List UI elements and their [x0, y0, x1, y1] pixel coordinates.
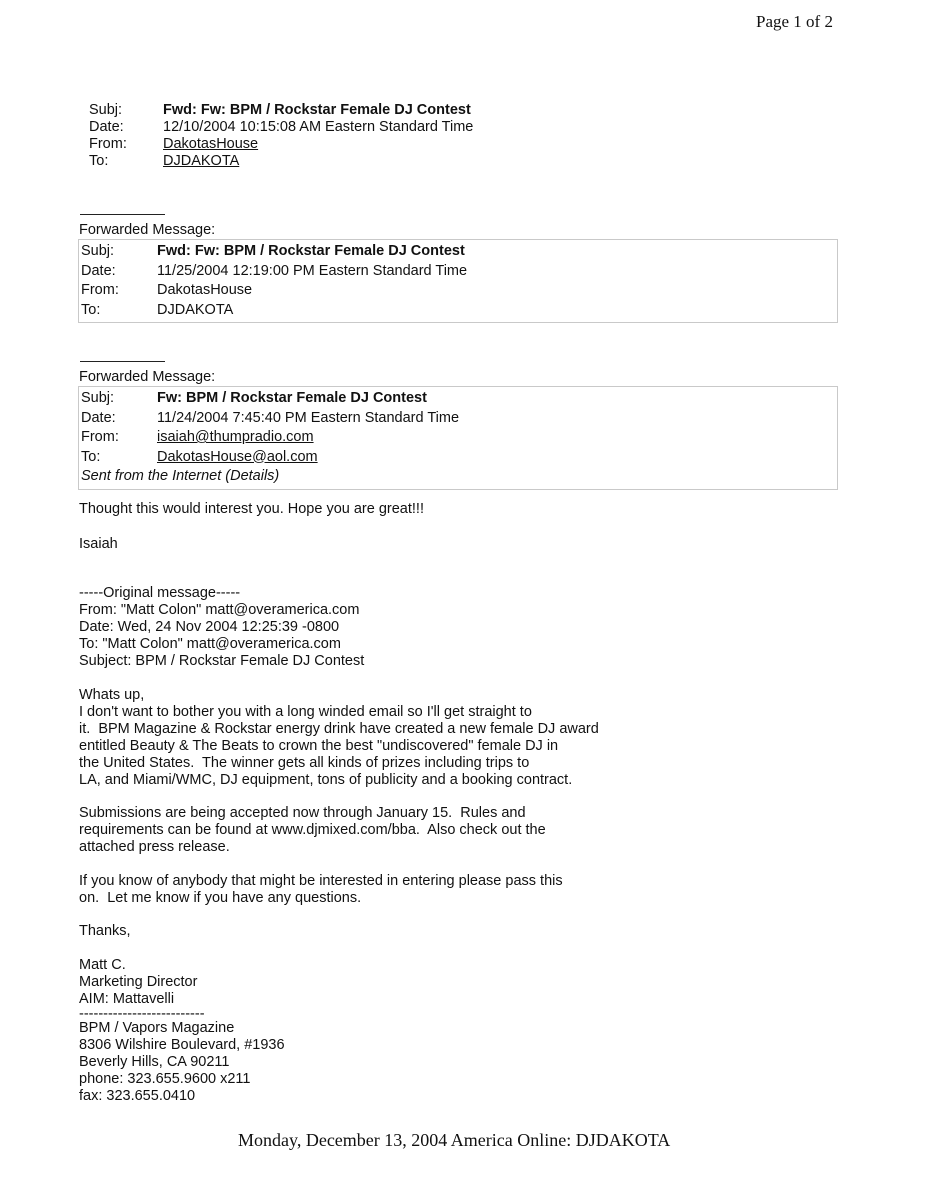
to-label: To: — [89, 153, 109, 169]
paragraph — [79, 873, 779, 907]
paragraph — [79, 805, 779, 856]
date-label: Date: — [81, 262, 116, 279]
to-link[interactable]: DakotasHouse@aol.com — [157, 448, 318, 465]
sig-name: Matt C. — [79, 957, 126, 973]
original-subject: Subject: BPM / Rockstar Female DJ Contest — [79, 653, 365, 669]
text-line: on. Let me know if you have any questions. — [79, 890, 362, 906]
paragraph — [79, 687, 779, 789]
text-line: Whats up, — [79, 687, 145, 703]
subj-label: Subj: — [89, 102, 123, 118]
message-body — [79, 501, 779, 518]
page-footer: Monday, December 13, 2004 America Online: DJDAKOTA — [238, 1130, 671, 1150]
text-line: If you know of anybody that might be interested in entering please pass this — [79, 873, 563, 889]
from-link[interactable]: DakotasHouse — [163, 136, 259, 152]
text-line: I don't want to bother you with a long winded email so I'll get straight to — [79, 704, 532, 720]
from-label: From: — [81, 429, 119, 445]
from: DakotasHouse — [157, 282, 253, 298]
original-to: To: "Matt Colon" matt@overamerica.com — [79, 636, 341, 652]
original-date: Date: Wed, 24 Nov 2004 12:25:39 -0800 — [79, 619, 340, 635]
address-line: 8306 Wilshire Boulevard, #1936 — [79, 1037, 285, 1053]
address-line: BPM / Vapors Magazine — [79, 1020, 235, 1036]
text-line: it. BPM Magazine & Rockstar energy drink have created a new female DJ award — [79, 721, 599, 737]
phone-line: phone: 323.655.9600 x211 — [79, 1071, 251, 1087]
sig-title: Marketing Director — [79, 974, 198, 990]
divider — [80, 361, 165, 362]
from-label: From: — [89, 136, 127, 152]
to-label: To: — [81, 448, 101, 465]
page-number: Page 1 of 2 — [756, 12, 833, 31]
text-line: attached press release. — [79, 839, 230, 855]
text-line: LA, and Miami/WMC, DJ equipment, tons of publicity and a booking contract. — [79, 772, 573, 788]
sig-divider: -------------------------- — [79, 1006, 205, 1022]
forwarded-label: Forwarded Message: — [79, 369, 216, 385]
from-link[interactable]: isaiah@thumpradio.com — [157, 429, 314, 445]
signature-block — [79, 957, 779, 1105]
message-body — [79, 536, 779, 553]
text-line: entitled Beauty & The Beats to crown the best "undiscovered" female DJ in — [79, 738, 559, 754]
to-link[interactable]: DJDAKOTA — [163, 153, 240, 169]
subject: Fw: BPM / Rockstar Female DJ Contest — [157, 390, 427, 406]
from-label: From: — [81, 282, 119, 298]
text-line: the United States. The winner gets all kinds of prizes including trips to — [79, 755, 530, 771]
subject: Fwd: Fw: BPM / Rockstar Female DJ Contest — [163, 102, 471, 118]
intro-line: Thought this would interest you. Hope you are great!!! — [79, 501, 424, 517]
address-line: Beverly Hills, CA 90211 — [79, 1054, 230, 1070]
sent-from-details[interactable]: Sent from the Internet (Details) — [81, 468, 280, 484]
forwarded-label: Forwarded Message: — [79, 222, 216, 238]
sig-aim: AIM: Mattavelli — [79, 991, 175, 1007]
subj-label: Subj: — [81, 243, 115, 259]
date: 12/10/2004 10:15:08 AM Eastern Standard Time — [163, 119, 474, 135]
date: 11/24/2004 7:45:40 PM Eastern Standard Time — [157, 409, 460, 426]
date-label: Date: — [81, 409, 116, 426]
date: 11/25/2004 12:19:00 PM Eastern Standard Time — [157, 262, 468, 279]
subj-label: Subj: — [81, 390, 115, 406]
forwarded-message-box — [78, 239, 838, 323]
original-from: From: "Matt Colon" matt@overamerica.com — [79, 602, 360, 618]
to: DJDAKOTA — [157, 301, 234, 318]
signature-name: Isaiah — [79, 536, 118, 552]
forwarded-message-box — [78, 386, 838, 490]
original-message-header — [79, 585, 779, 670]
divider — [80, 214, 165, 215]
text-line: Submissions are being accepted now through January 15. Rules and — [79, 805, 526, 821]
to-label: To: — [81, 301, 101, 318]
text-line: Thanks, — [79, 923, 131, 939]
subject: Fwd: Fw: BPM / Rockstar Female DJ Contest — [157, 243, 465, 259]
text-line: requirements can be found at www.djmixed.com/bba. Also check out the — [79, 822, 546, 838]
date-label: Date: — [89, 119, 124, 135]
fax-line: fax: 323.655.0410 — [79, 1088, 196, 1104]
closing — [79, 923, 779, 940]
email-header — [89, 102, 473, 170]
original-label: -----Original message----- — [79, 585, 241, 601]
